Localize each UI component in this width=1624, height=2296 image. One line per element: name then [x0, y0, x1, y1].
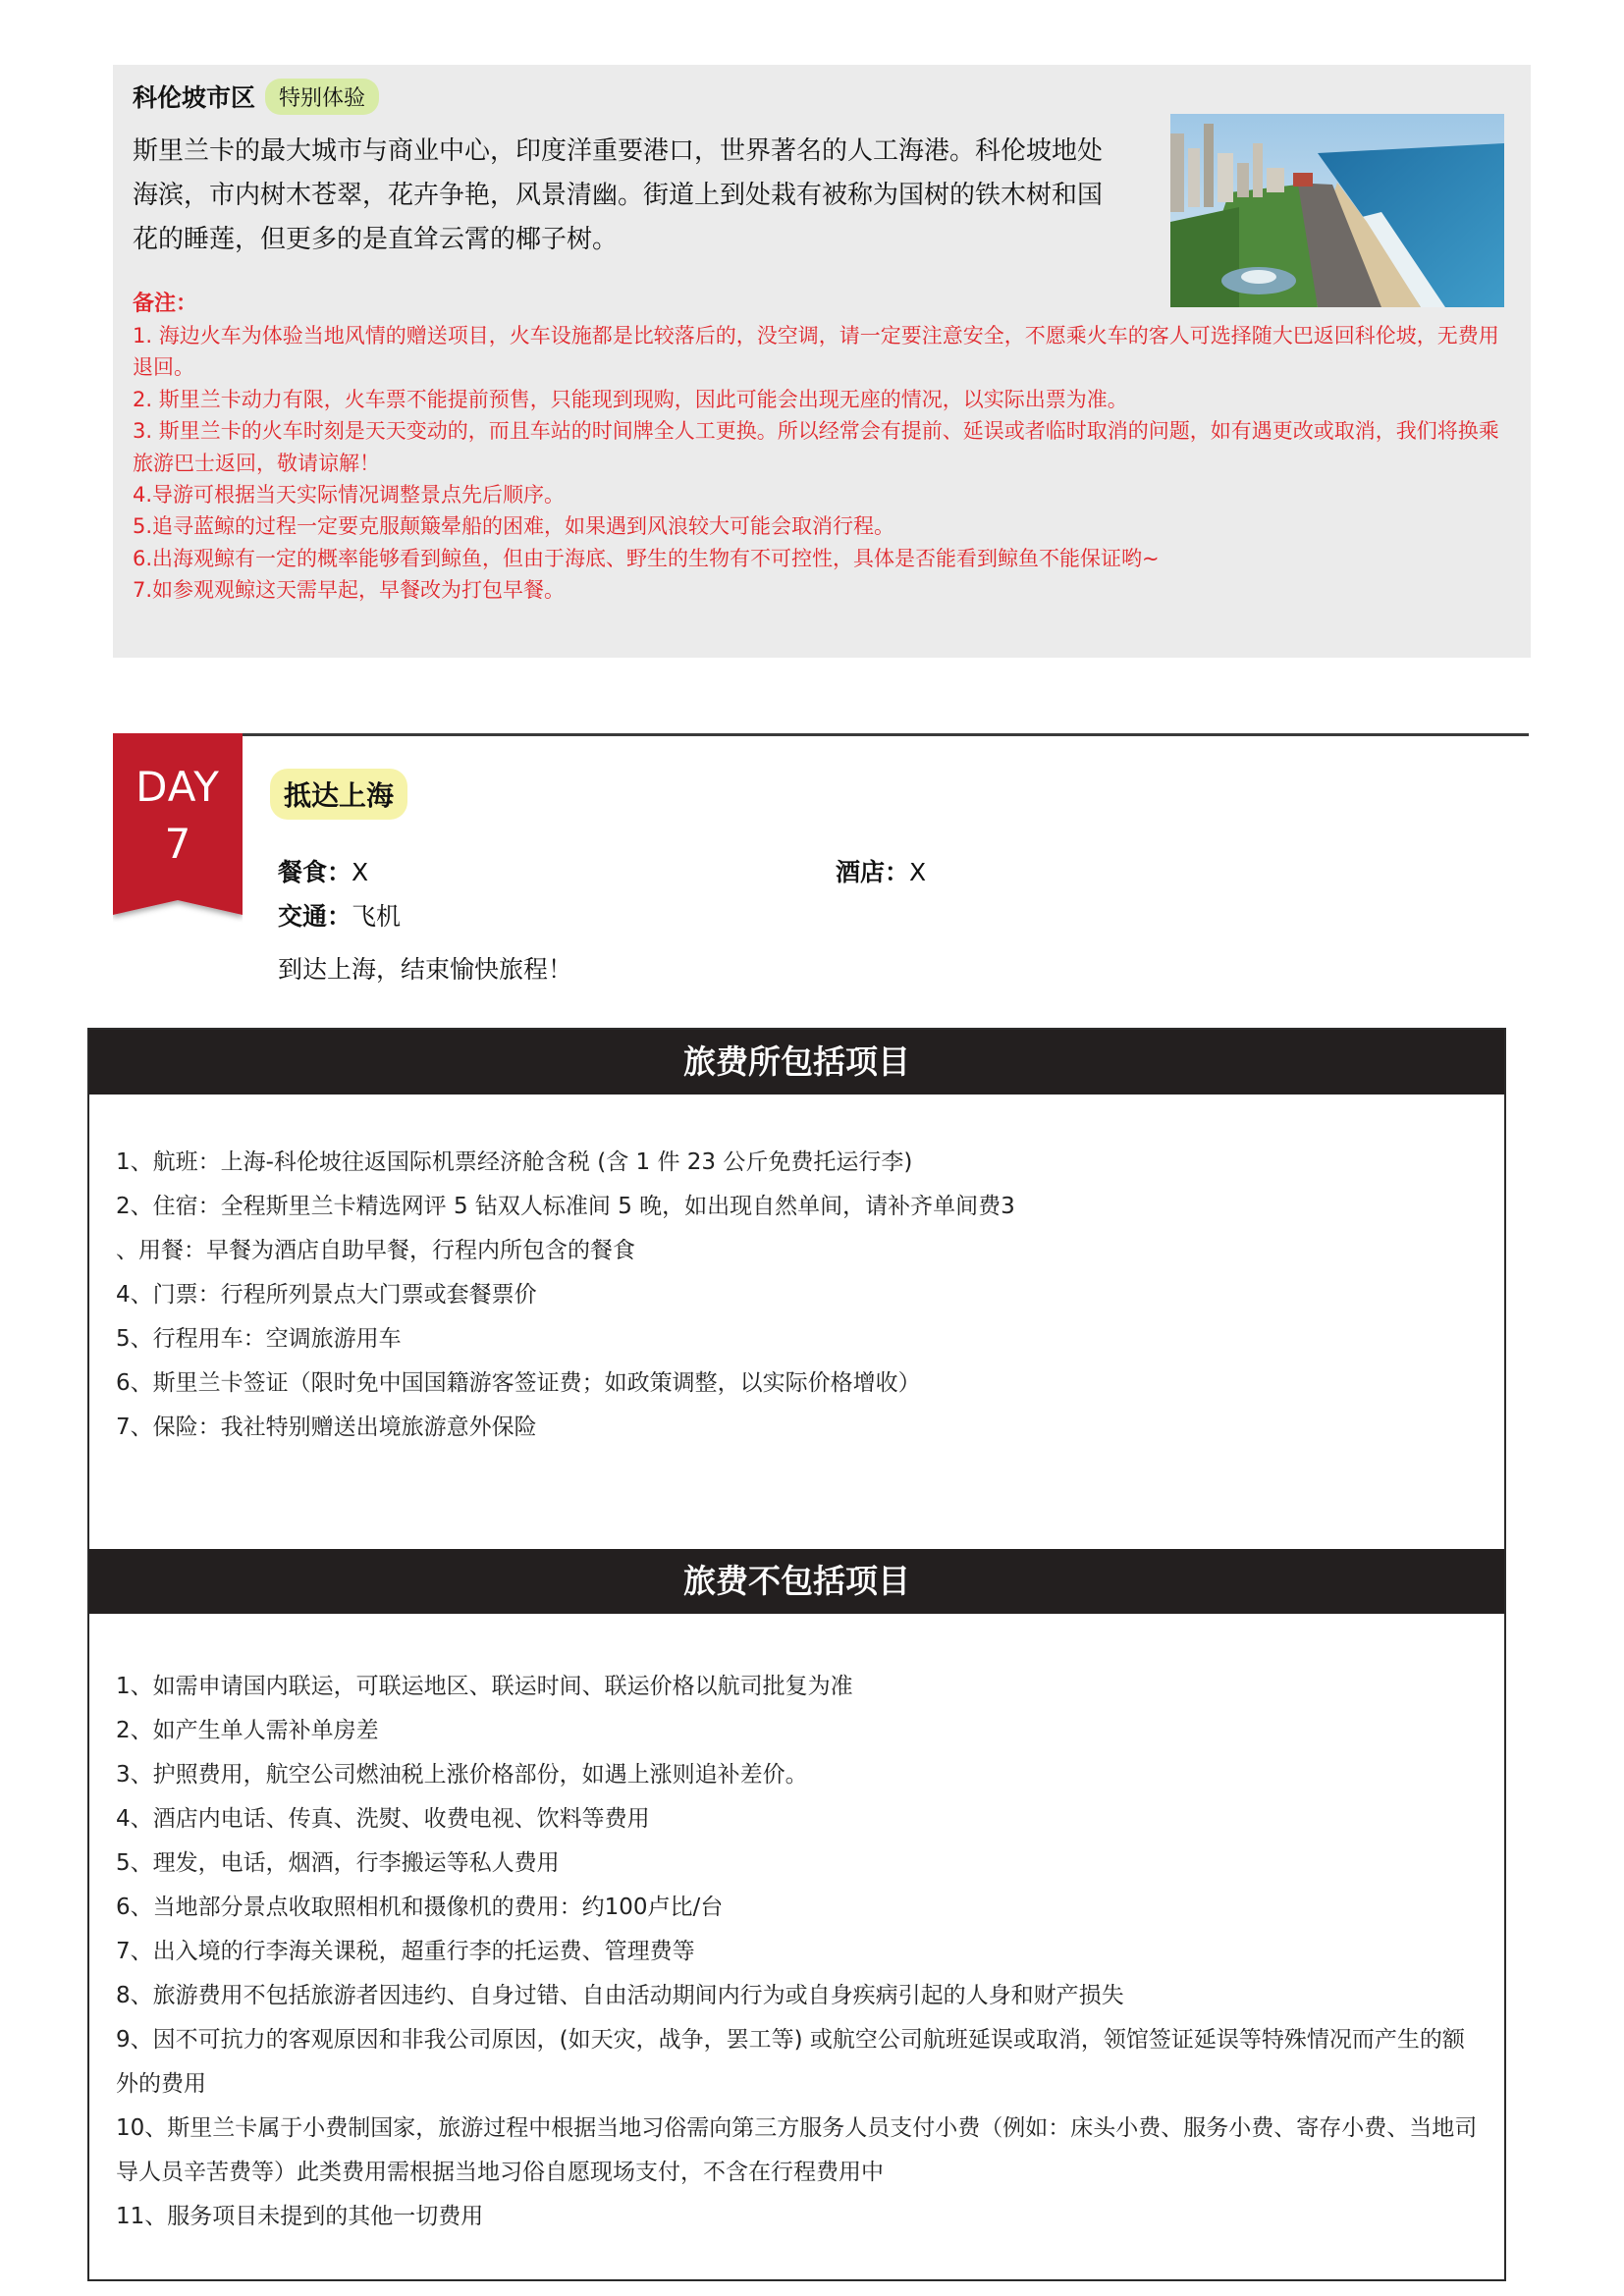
note-item: 2. 斯里兰卡动力有限，火车票不能提前预售，只能现到现购，因此可能会出现无座的情况，以实际出票为准。 [133, 387, 1128, 411]
day-title: 抵达上海 [270, 769, 407, 820]
list-item: 、用餐：早餐为酒店自助早餐，行程内所包含的餐食 [116, 1238, 635, 1263]
note-item: 1. 海边火车为体验当地风情的赠送项目，火车设施都是比较落后的，没空调，请一定要注意安全，不愿乘火车的客人可选择随大巴返回科伦坡，无费用退回。 [133, 324, 1499, 380]
list-item: 2、住宿：全程斯里兰卡精选网评 5 钻双人标准间 5 晚，如出现自然单间，请补齐单间费3 [116, 1194, 1015, 1219]
hotel-info [836, 853, 926, 888]
spot-description: 斯里兰卡的最大城市与商业中心，印度洋重要港口，世界著名的人工海港。科伦坡地处海滨，市内树木苍翠，花卉争艳，风景清幽。街道上到处栽有被称为国树的铁木树和国花的睡莲，但更多的是直耸云霄的椰子树。 [133, 136, 1104, 254]
notes-title: 备注： [133, 292, 198, 316]
meal-value: X [352, 858, 369, 886]
note-item: 4.导游可根据当天实际情况调整景点先后顺序。 [133, 483, 566, 507]
excluded-header: 旅费不包括项目 [89, 1549, 1504, 1614]
list-item: 7、保险：我社特别赠送出境旅游意外保险 [116, 1415, 537, 1440]
list-item: 6、当地部分景点收取照相机和摄像机的费用：约100卢比/台 [116, 1895, 724, 1920]
transport-info [278, 897, 401, 933]
list-item: 3、护照费用，航空公司燃油税上涨价格部份，如遇上涨则追补差价。 [116, 1762, 808, 1788]
day-divider [113, 733, 1529, 736]
colombo-coast-photo [1170, 114, 1504, 307]
day-ribbon [113, 733, 243, 923]
note-item: 7.如参观观鲸这天需早起，早餐改为打包早餐。 [133, 578, 566, 603]
list-item: 7、出入境的行李海关课税，超重行李的托运费、管理费等 [116, 1939, 695, 1964]
hotel-label: 酒店： [836, 858, 910, 886]
list-item: 2、如产生单人需补单房差 [116, 1718, 379, 1743]
excluded-list [116, 1665, 1481, 2239]
list-item: 11、服务项目未提到的其他一切费用 [116, 2204, 484, 2229]
meal-info [278, 853, 368, 888]
transport-label: 交通： [278, 902, 352, 931]
spot-section [113, 65, 1531, 658]
fee-section [87, 1028, 1506, 2281]
spot-tag: 特别体验 [265, 79, 379, 115]
list-item: 4、酒店内电话、传真、洗熨、收费电视、饮料等费用 [116, 1806, 650, 1832]
list-item: 6、斯里兰卡签证（限时免中国国籍游客签证费；如政策调整，以实际价格增收） [116, 1370, 921, 1396]
meal-label: 餐食： [278, 858, 352, 886]
transport-value: 飞机 [352, 902, 402, 931]
included-list [116, 1141, 1481, 1450]
notes-block [133, 289, 1517, 607]
list-item: 1、航班：上海-科伦坡往返国际机票经济舱含税 (含 1 件 23 公斤免费托运行李) [116, 1149, 913, 1175]
list-item: 8、旅游费用不包括旅游者因违约、自身过错、自由活动期间内行为或自身疾病引起的人身和财产损失 [116, 1983, 1124, 2008]
note-item: 5.追寻蓝鲸的过程一定要克服颠簸晕船的困难，如果遇到风浪较大可能会取消行程。 [133, 514, 895, 539]
list-item: 1、如需申请国内联运，可联运地区、联运时间、联运价格以航司批复为准 [116, 1674, 853, 1699]
hotel-value: X [909, 858, 927, 886]
note-item: 6.出海观鲸有一定的概率能够看到鲸鱼，但由于海底、野生的生物有不可控性，具体是否能看到鲸鱼不能保证哟~ [133, 546, 1160, 570]
spot-name: 科伦坡市区 [133, 83, 256, 112]
day-number: 7 [164, 820, 191, 868]
list-item: 10、斯里兰卡属于小费制国家，旅游过程中根据当地习俗需向第三方服务人员支付小费（例如：床头小费、服务小费、寄存小费、当地司导人员辛苦费等）此类费用需根据当地习俗自愿现场支付，不含在行程费用中 [116, 2115, 1478, 2185]
list-item: 9、因不可抗力的客观原因和非我公司原因，(如天灾，战争，罢工等) 或航空公司航班延误或取消，领馆签证延误等特殊情况而产生的额外的费用 [116, 2027, 1465, 2097]
list-item: 4、门票：行程所列景点大门票或套餐票价 [116, 1282, 537, 1308]
list-item: 5、行程用车：空调旅游用车 [116, 1326, 402, 1352]
spot-header [133, 79, 379, 114]
day-description: 到达上海，结束愉快旅程！ [278, 955, 573, 984]
included-header: 旅费所包括项目 [89, 1030, 1504, 1095]
day-label: DAY [135, 763, 220, 811]
note-item: 3. 斯里兰卡的火车时刻是天天变动的，而且车站的时间牌全人工更换。所以经常会有提前、延误或者临时取消的问题，如有遇更改或取消，我们将换乘旅游巴士返回，敬请谅解！ [133, 419, 1499, 475]
list-item: 5、理发，电话，烟酒，行李搬运等私人费用 [116, 1850, 560, 1876]
